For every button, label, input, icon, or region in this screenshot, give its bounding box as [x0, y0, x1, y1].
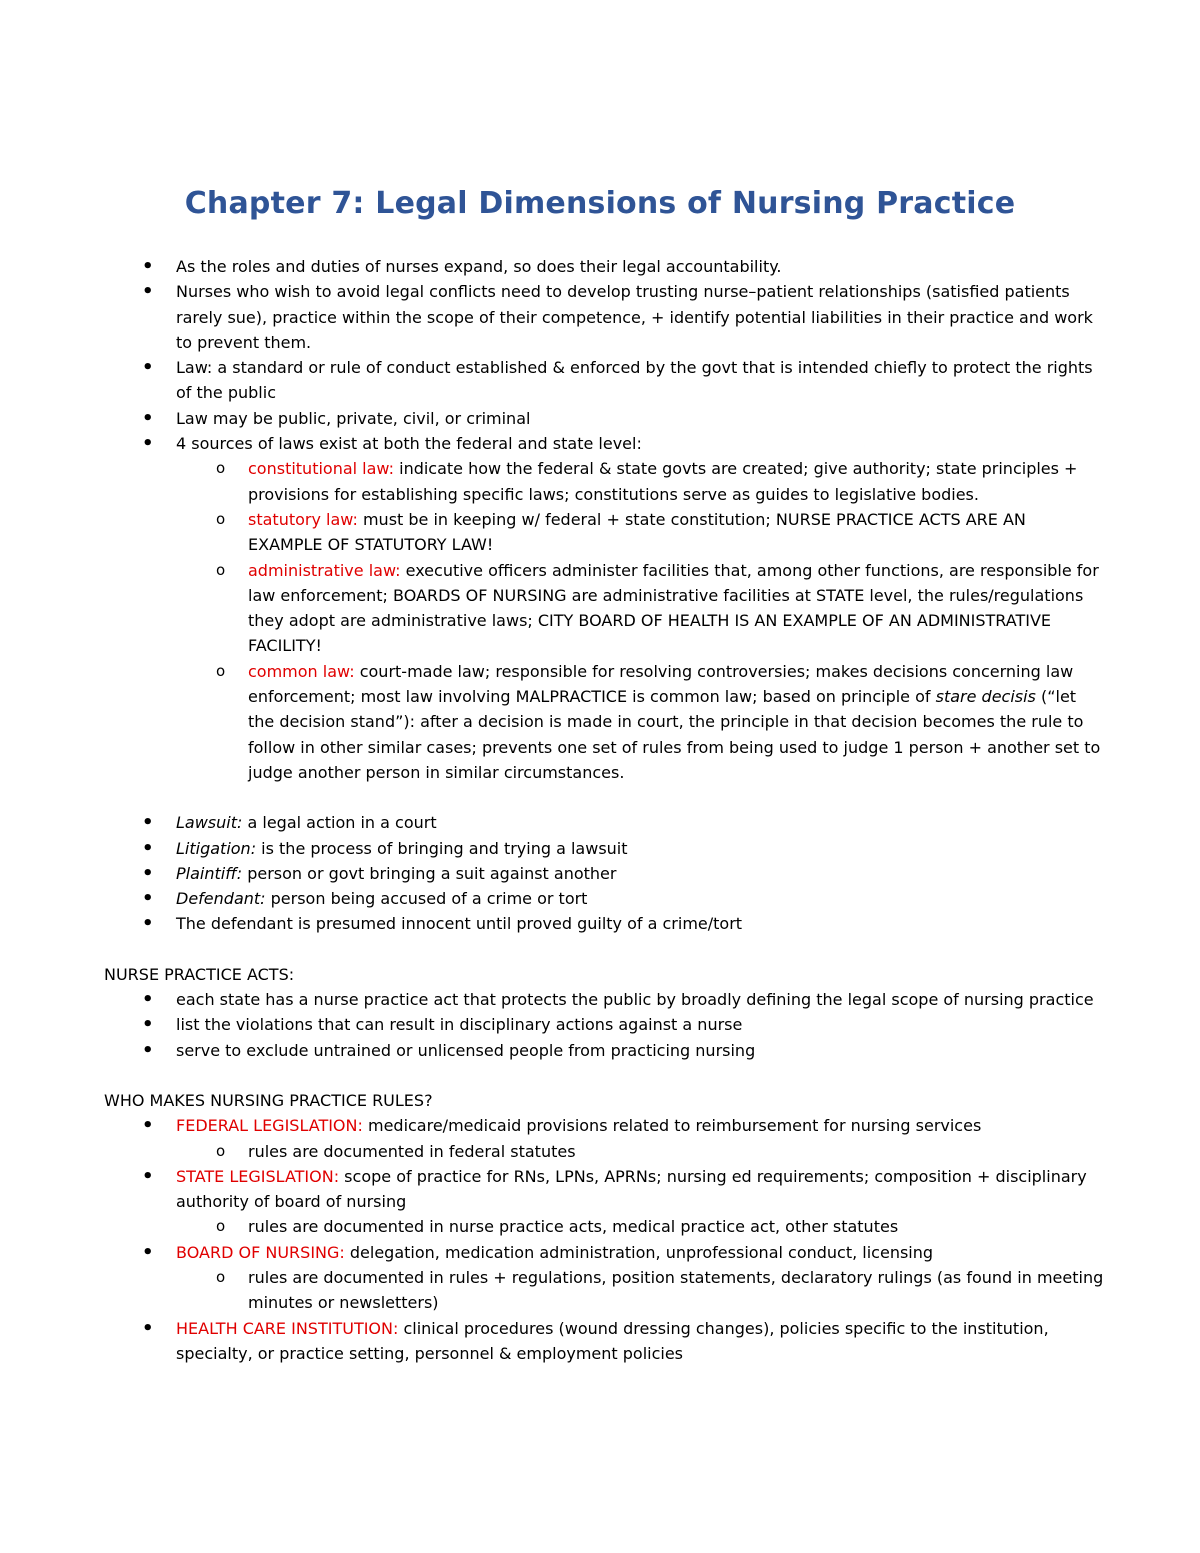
- source-item-administrative: [106, 558, 1104, 659]
- npa-heading: NURSE PRACTICE ACTS:: [104, 964, 295, 984]
- definitions-list: [104, 810, 1104, 936]
- page-title: Chapter 7: Legal Dimensions of Nursing Practice: [184, 186, 1016, 221]
- list-item: • The defendant is presumed innocent until proved guilty of a crime/tort: [104, 911, 1104, 936]
- list-item: • Law may be public, private, civil, or criminal: [104, 406, 1104, 431]
- rule-sublist: [176, 1139, 1104, 1164]
- definition-text: is the process of bringing and trying a lawsuit: [256, 838, 628, 858]
- source-term: administrative law:: [248, 560, 401, 580]
- definition-text: person or govt bringing a suit against another: [242, 863, 617, 883]
- source-text: (“let the decision stand”): after a decision is made in court, the principle in that decision becomes the rule to follow in other similar cases; prevents one set of rules from being used to judge 1 person + another set to judge another person in similar circumstances.: [248, 687, 1101, 782]
- source-term: constitutional law:: [248, 459, 395, 479]
- rule-term: HEALTH CARE INSTITUTION:: [176, 1318, 399, 1338]
- rule-sub-item: o rules are documented in nurse practice acts, medical practice act, other statutes: [106, 1214, 1104, 1239]
- definition-term: Lawsuit:: [176, 813, 243, 833]
- definition-term: Litigation:: [176, 838, 257, 858]
- rules-list: [104, 1113, 1104, 1366]
- rule-text: scope of practice for RNs, LPNs, APRNs; nursing ed requirements; composition + disciplinary authority of board of nursing: [176, 1166, 1087, 1212]
- rule-text: delegation, medication administration, unprofessional conduct, licensing: [344, 1242, 934, 1262]
- document-body: [104, 254, 1104, 1366]
- definition-text: a legal action in a court: [242, 813, 437, 833]
- definition-term: Plaintiff:: [176, 863, 243, 883]
- rule-sub-item: o rules are documented in federal statutes: [106, 1139, 1104, 1164]
- sources-list: [176, 456, 1104, 785]
- rule-federal: [104, 1113, 1104, 1164]
- list-item-text: 4 sources of laws exist at both the federal and state level:: [176, 434, 642, 454]
- definition-defendant: [104, 886, 1104, 911]
- list-item: • Nurses who wish to avoid legal conflicts need to develop trusting nurse–patient relationships (satisfied patients rarely sue), practice within the scope of their competence, + identify potential liabilities in their practice and work to prevent them.: [104, 279, 1104, 355]
- intro-list: [104, 254, 1104, 785]
- npa-list: [104, 987, 1104, 1063]
- spacer: [104, 937, 1104, 962]
- list-item: [104, 431, 1104, 785]
- rule-sub-item: o rules are documented in rules + regulations, position statements, declaratory rulings (as found in meeting minutes or newsletters): [106, 1265, 1104, 1316]
- source-item-statutory: [106, 507, 1104, 558]
- rule-board: [104, 1240, 1104, 1316]
- rule-text: medicare/medicaid provisions related to reimbursement for nursing services: [362, 1116, 982, 1136]
- source-italic: stare decisis: [935, 687, 1036, 707]
- source-item-common: [106, 659, 1104, 785]
- source-text: must be in keeping w/ federal + state constitution; NURSE PRACTICE ACTS ARE AN EXAMPLE OF STATUTORY LAW!: [248, 509, 1026, 555]
- rule-text: clinical procedures (wound dressing changes), policies specific to the institution, specialty, or practice setting, personnel & employment policies: [176, 1318, 1049, 1363]
- list-item: • serve to exclude untrained or unlicensed people from practicing nursing: [104, 1038, 1104, 1063]
- source-item-constitutional: [106, 456, 1104, 507]
- source-text: executive officers administer facilities that, among other functions, are responsible for law enforcement; BOARDS OF NURSING are administrative facilities at STATE level, the rules/regulations they adopt are administrative laws; CITY BOARD OF HEALTH IS AN EXAMPLE OF AN ADMINISTRATIVE FACILITY!: [248, 560, 1099, 656]
- rule-term: FEDERAL LEGISLATION:: [176, 1116, 363, 1136]
- list-item: • Law: a standard or rule of conduct established & enforced by the govt that is intended chiefly to protect the rights of the public: [104, 355, 1104, 406]
- rule-sublist: [176, 1265, 1104, 1316]
- source-text: indicate how the federal & state govts are created; give authority; state principles + provisions for establishing specific laws; constitutions serve as guides to legislative bodies.: [248, 459, 1078, 504]
- rule-term: BOARD OF NURSING:: [176, 1242, 345, 1262]
- definition-plaintiff: [104, 861, 1104, 886]
- rules-heading: WHO MAKES NURSING PRACTICE RULES?: [104, 1090, 433, 1110]
- rule-institution: [104, 1316, 1104, 1367]
- definition-litigation: [104, 836, 1104, 861]
- definition-term: Defendant:: [176, 889, 266, 909]
- list-item: • each state has a nurse practice act that protects the public by broadly defining the legal scope of nursing practice: [104, 987, 1104, 1012]
- definition-text: person being accused of a crime or tort: [265, 889, 588, 909]
- source-term: statutory law:: [248, 509, 358, 529]
- list-item: • As the roles and duties of nurses expand, so does their legal accountability.: [104, 254, 1104, 279]
- source-term: common law:: [248, 661, 355, 681]
- spacer: [104, 785, 1104, 810]
- spacer: [104, 1063, 1104, 1088]
- definition-lawsuit: [104, 810, 1104, 835]
- source-text: court-made law; responsible for resolving controversies; makes decisions concerning law enforcement; most law involving MALPRACTICE is common law; based on principle of: [248, 661, 1074, 707]
- rule-state: [104, 1164, 1104, 1240]
- list-item: • list the violations that can result in disciplinary actions against a nurse: [104, 1012, 1104, 1037]
- rule-sublist: [176, 1214, 1104, 1239]
- rule-term: STATE LEGISLATION:: [176, 1166, 340, 1186]
